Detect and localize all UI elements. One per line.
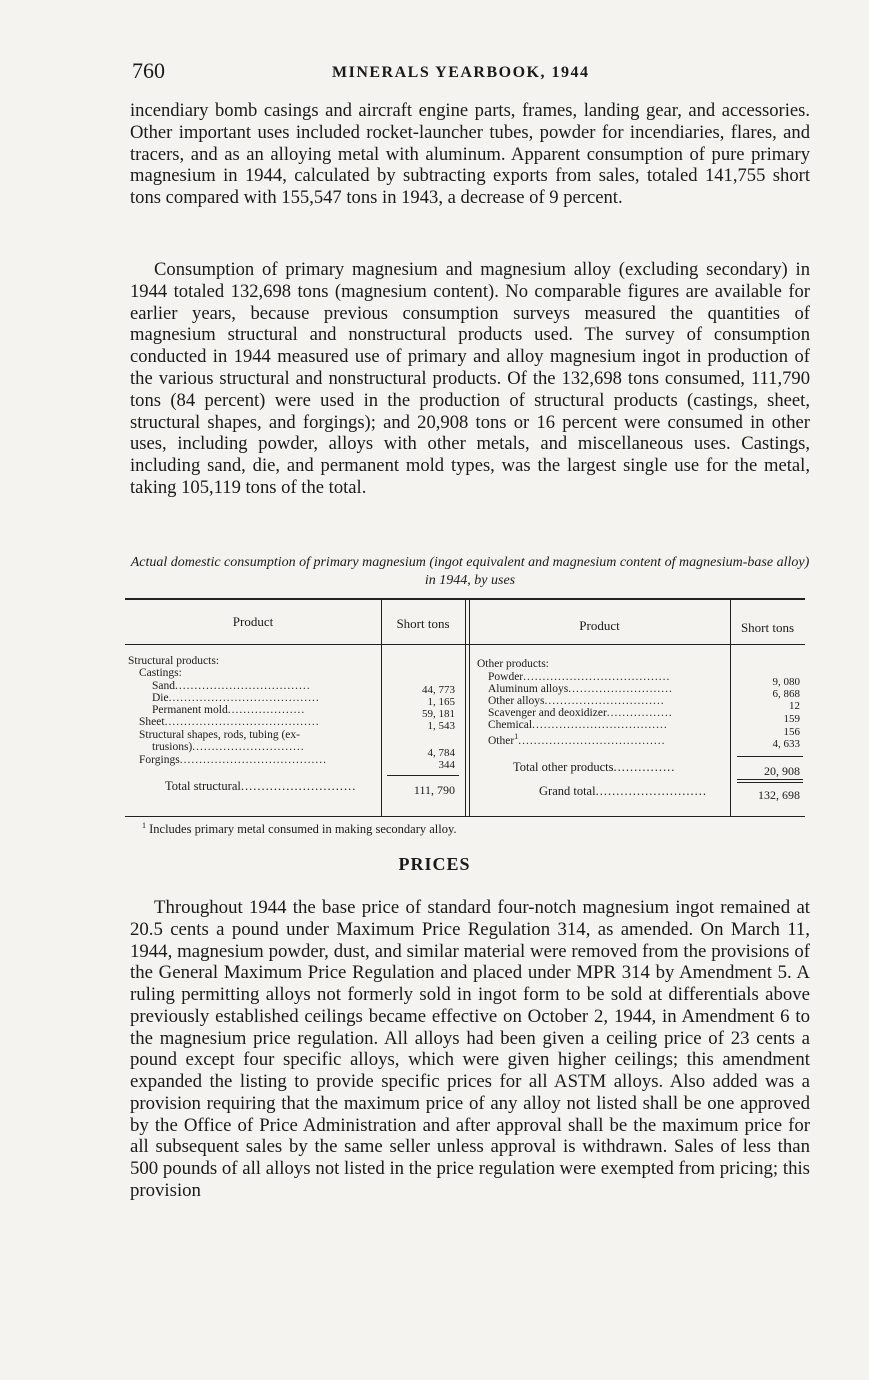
paragraph-text: Throughout 1944 the base price of standard four-notch magnesium ingot remained at 20.5 cents a pound under Maximum Price Regulation 314, as amended. On March 11, 1944, magnesium powder, dust, and similar material were removed from the provisions of the General Maximum Price Regulation and placed under MPR 314 by Amendment 5. A ruling permitting alloys not formerly sold in ingot form to be sold at differentials above previously established ceilings became effective on October 2, 1944, in Amendment 6 to the magnesium price regulation. All alloys had been given a ceiling price of 23 cents a pound except four specific alloys, which were given higher ceilings; this amendment expanded the listing to provide specific prices for all ASTM alloys. Also added was a provision requiring that the maximum price of any alloy not listed shall be one approved by the Office of Price Administration and after approval shall be the maximum price for all subsequent sales by the same seller unless approval is withdrawn. Sales of less than 500 pounds of all alloys not listed in the price regulation were exempted from pricing; this provision [130, 897, 810, 1201]
value-total-other: 20, 908 [764, 764, 800, 778]
row-powder: Powder...................................... [488, 671, 671, 683]
paragraph-1 [130, 100, 810, 209]
row-label: Sheet [139, 716, 165, 728]
row-chemical: Chemical................................... [488, 719, 668, 731]
value-forgings: 344 [438, 759, 455, 771]
page-number: 760 [132, 58, 165, 83]
footnote-ref: 1 [514, 732, 519, 741]
row-castings: Castings: [139, 667, 182, 679]
row-label: Total other products [513, 760, 614, 774]
header-rule [125, 644, 805, 645]
paragraph-text: Consumption of primary magnesium and magnesium alloy (excluding secondary) in 1944 totaled 132,698 tons (magnesium content). No comparable figures are available for earlier years, because previous consumption surveys measured the quantities of magnesium structural and nonstructural products used. The survey of consumption conducted in 1944 measured use of primary and alloy magnesium ingot in production of the various structural and nonstructural products. Of the 132,698 tons consumed, 111,790 tons (84 percent) were used in the production of structural products (castings, sheet, structural shapes, and forgings); and 20,908 tons or 16 percent were consumed in other uses, including powder, alloys with other metals, and miscellaneous uses. Castings, including sand, die, and permanent mold types, was the largest single use for the metal, taking 105,119 tons of the total. [130, 259, 810, 498]
value-scavenger: 159 [783, 713, 800, 725]
row-aluminum-alloys: Aluminum alloys........................... [488, 683, 673, 695]
sum-rule [737, 782, 803, 783]
row-forgings: Forgings...................................... [139, 754, 327, 766]
row-label: Total structural [165, 779, 241, 793]
header-short-tons-left: Short tons [396, 616, 450, 631]
value-structural-shapes: 4, 784 [427, 747, 455, 759]
row-die: Die....................................... [152, 692, 320, 704]
sum-rule [387, 775, 459, 776]
row-label: Powder [488, 671, 524, 683]
row-label: Grand total [539, 784, 596, 798]
value-chemical: 156 [783, 726, 800, 738]
value-sheet: 1, 543 [427, 720, 455, 732]
row-total-other: Total other products............... [513, 760, 676, 774]
row-permanent-mold: Permanent mold.................... [152, 704, 306, 716]
row-scavenger: Scavenger and deoxidizer................. [488, 707, 673, 719]
table-caption: Actual domestic consumption of primary magnesium (ingot equivalent and magnesium content of magnesium-base alloy) in 1944, by uses [130, 555, 810, 588]
sum-rule [737, 779, 803, 780]
row-label: Permanent mold [152, 704, 228, 716]
row-structural-shapes: Structural shapes, rods, tubing (ex- [139, 729, 300, 741]
table-footnote [142, 821, 457, 837]
row-label: Chemical [488, 719, 533, 731]
value-other: 4, 633 [772, 738, 800, 750]
value-sand: 44, 773 [422, 684, 455, 696]
row-structural-products: Structural products: [128, 655, 220, 667]
row-other-products: Other products: [477, 658, 549, 670]
paragraph-2 [130, 259, 810, 499]
footnote-mark: 1 [142, 821, 146, 830]
value-grand-total: 132, 698 [758, 788, 800, 802]
row-label: Other alloys [488, 695, 545, 707]
value-total-structural: 111, 790 [413, 783, 455, 797]
row-label: Die [152, 692, 169, 704]
value-die: 1, 165 [427, 696, 455, 708]
row-extrusions: trusions)............................. [152, 741, 305, 753]
row-other-alloys: Other alloys............................... [488, 695, 665, 707]
header-product-left: Product [232, 614, 274, 629]
row-label: Scavenger and deoxidizer [488, 707, 607, 719]
row-sheet: Sheet........................................ [139, 716, 320, 728]
footnote-text: Includes primary metal consumed in making secondary alloy. [149, 822, 457, 837]
value-permanent-mold: 59, 181 [422, 708, 455, 720]
value-powder: 9, 080 [772, 676, 800, 688]
column-divider [465, 600, 466, 816]
page-header [132, 58, 812, 88]
row-sand: Sand................................... [152, 680, 311, 692]
sum-rule [737, 756, 803, 757]
row-grand-total: Grand total........................... [539, 784, 707, 798]
row-other: Other$^1$...................................... [488, 732, 666, 747]
row-label: Forgings [139, 754, 180, 766]
header-short-tons-right: Short tons [740, 620, 795, 635]
running-title: MINERALS YEARBOOK, 1944 [332, 64, 590, 81]
paragraph-3 [130, 897, 810, 1202]
row-label: Other [488, 734, 515, 747]
row-label: Aluminum alloys [488, 683, 569, 695]
value-other-alloys: 12 [789, 700, 800, 712]
row-label: Sand [152, 680, 175, 692]
header-product-right: Product [579, 618, 620, 633]
consumption-table [125, 598, 805, 817]
row-label: trusions) [152, 741, 193, 753]
paragraph-text: incendiary bomb casings and aircraft engine parts, frames, landing gear, and accessories. Other important uses included rocket-launcher tubes, powder for incendiaries, flares, and tracers, and as an alloying metal with aluminum. Apparent consumption of pure primary magnesium in 1944, calculated by subtracting exports from sales, totaled 141,755 short tons compared with 155,547 tons in 1943, a decrease of 9 percent. [130, 100, 810, 209]
row-total-structural: Total structural............................ [165, 779, 357, 793]
section-heading-prices: PRICES [398, 854, 471, 874]
value-aluminum-alloys: 6, 868 [772, 688, 800, 700]
